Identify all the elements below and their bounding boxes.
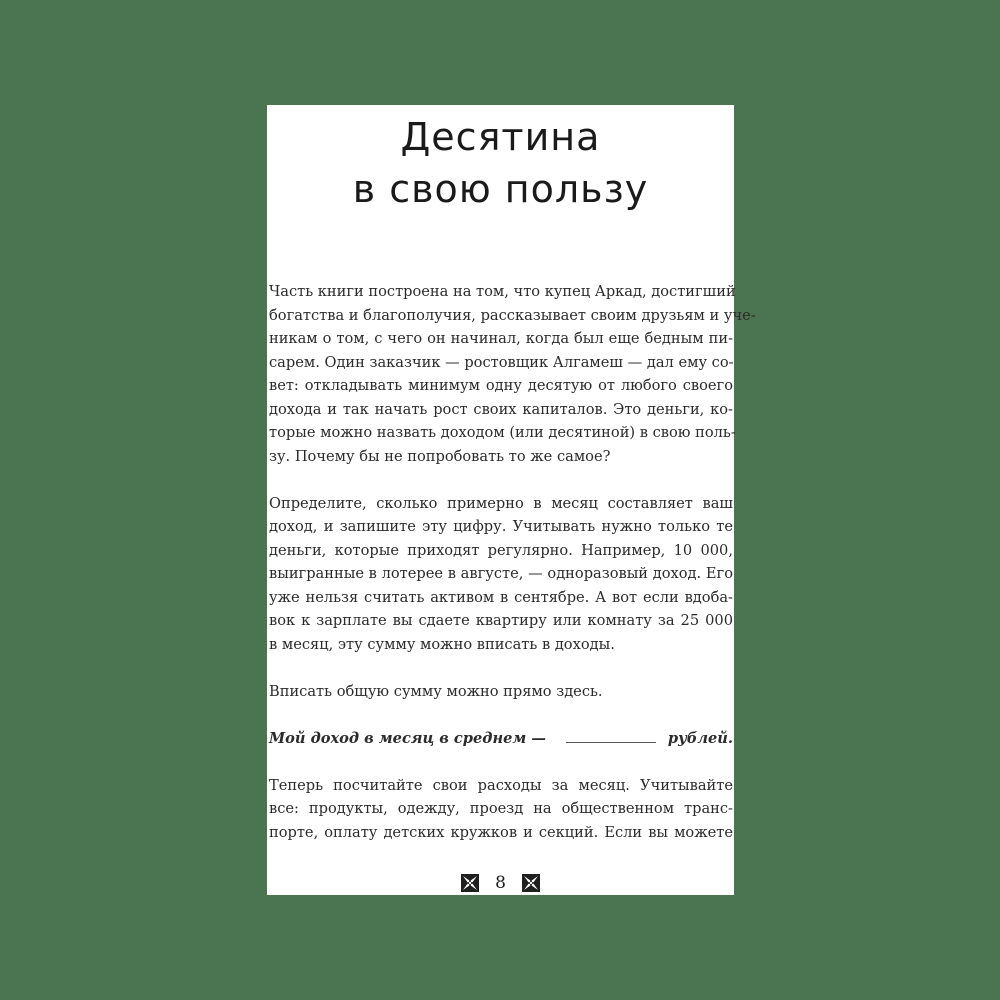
text-line: богатства и благополучия, рассказывает своим друзьям и уче- bbox=[269, 306, 756, 324]
paragraph-write-here bbox=[269, 680, 733, 704]
text-line: выигранные в лотерее в августе, — одноразовый доход. Его bbox=[269, 565, 733, 582]
income-fill-in bbox=[269, 727, 733, 751]
paragraph-determine-income bbox=[269, 492, 733, 657]
text-line: Теперь посчитайте свои расходы за месяц. Учитывайте bbox=[269, 776, 733, 794]
paragraph-arkad-story bbox=[269, 280, 756, 468]
text-line: Вписать общую сумму можно прямо здесь. bbox=[269, 682, 603, 700]
text-line: уже нельзя считать активом в сентябре. А вот если вдоба- bbox=[269, 588, 733, 606]
page-body bbox=[269, 280, 756, 868]
page-footer bbox=[267, 873, 734, 893]
text-line: порте, оплату детских кружков и секций. Если вы можете bbox=[269, 823, 733, 841]
chapter-title-line-2: в свою пользу bbox=[352, 167, 649, 211]
chapter-title bbox=[267, 111, 734, 215]
income-blank-field[interactable] bbox=[566, 728, 656, 743]
celtic-cross-ornament-icon bbox=[461, 874, 479, 892]
book-page bbox=[267, 105, 756, 895]
text-line: дохода и так начать рост своих капиталов. Это деньги, ко- bbox=[269, 400, 733, 418]
text-line: никам о том, с чего он начинал, когда был еще бедным пи- bbox=[269, 330, 733, 347]
celtic-cross-ornament-icon bbox=[522, 874, 540, 892]
text-line: доход, и запишите эту цифру. Учитывать нужно только те bbox=[269, 518, 733, 535]
page-number: 8 bbox=[495, 873, 506, 893]
income-fill-in-prefix: Мой доход в месяц в среднем — bbox=[269, 729, 546, 747]
text-line: все: продукты, одежду, проезд на общественном транс- bbox=[269, 800, 733, 817]
paragraph-expenses bbox=[269, 774, 733, 845]
income-fill-in-suffix: рублей. bbox=[667, 729, 733, 747]
text-line: Часть книги построена на том, что купец Аркад, достигший bbox=[269, 283, 736, 300]
text-line: сарем. Один заказчик — ростовщик Алгамеш — дал ему со- bbox=[269, 353, 734, 371]
text-line: вок к зарплате вы сдаете квартиру или комнату за 25 000 bbox=[269, 612, 733, 629]
text-line: деньги, которые приходят регулярно. Например, 10 000, bbox=[269, 541, 733, 559]
text-line: торые можно назвать доходом (или десятиной) в свою поль- bbox=[269, 424, 736, 441]
chapter-title-line-1: Десятина bbox=[400, 115, 601, 159]
text-line: вет: откладывать минимум одну десятую от любого своего bbox=[269, 377, 733, 394]
text-line: зу. Почему бы не попробовать то же самое? bbox=[269, 447, 611, 465]
text-line: Определите, сколько примерно в месяц составляет ваш bbox=[269, 494, 733, 512]
text-line: в месяц, эту сумму можно вписать в доходы. bbox=[269, 635, 615, 653]
